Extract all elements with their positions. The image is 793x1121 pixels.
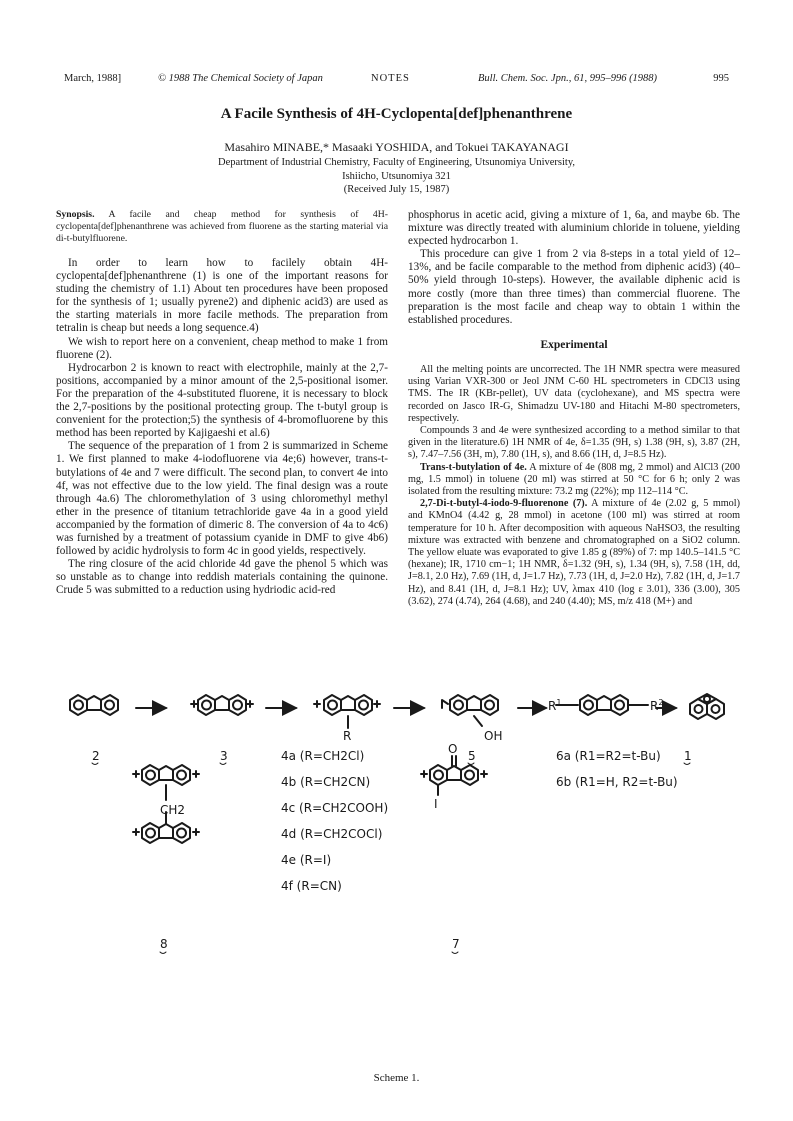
running-head-section: NOTES: [371, 73, 410, 84]
compound-label-4b: 4b (R=CH2CN): [281, 775, 371, 789]
r2-superscript: 2: [658, 698, 664, 707]
iodo-substituent-label: I: [434, 797, 438, 811]
experimental-paragraph: [408, 498, 740, 608]
methylene-bridge-label: CH2: [160, 803, 186, 817]
body-paragraph: In order to learn how to facilely obtain 4H-cyclopenta[def]phenanthrene (1) is one of the important reasons for studing the chemistry of 1.1) About ten procedures have been proposed for the synthesis of 1; usually pyrene2) and diphenic acid3) are used as the starting materials in more facile methods. The preparation from tetralin is cheap but needs a long sequence.4): [56, 257, 388, 335]
experimental-paragraph: Compounds 3 and 4e were synthesized according to a method similar to that given in the literature.6) 1H NMR of 4e, δ=1.35 (9H, s) 1.38 (9H, s), 3.87 (2H, s), 7.47–7.56 (3H, m), 7.80 (1H, s), and 8.66 (1H, d, J=8.5 Hz).: [408, 424, 740, 461]
experimental-paragraph: All the melting points are uncorrected. The 1H NMR spectra were measured using Varian VXR-300 or Jeol JNM C-60 HL spectrometers in CDCl3 using TMS. The IR (KBr-pellet), UV data (cyclohexane), and MS spectra were recorded on Jasco IR-G, Shimadzu UV-180 and Hitachi M-80 spectrometers, respectively.: [408, 363, 740, 424]
running-head-copyright: © 1988 The Chemical Society of Japan: [158, 73, 323, 84]
affiliation-block: [0, 156, 793, 197]
synopsis-text: A facile and cheap method for synthesis of 4H-cyclopenta[def]phenanthrene was achieved from fluorene as the starting material via di-t-butylfluorene.: [56, 209, 388, 244]
compound-label-4f: 4f (R=CN): [281, 879, 342, 893]
article-title: A Facile Synthesis of 4H-Cyclopenta[def]phenanthrene: [220, 106, 573, 122]
compound-label-4a: 4a (R=CH2Cl): [281, 749, 365, 763]
received-date: (Received July 15, 1987): [343, 184, 450, 195]
tbutyl-mark: [442, 700, 448, 708]
carbonyl-oxygen-label: O: [448, 742, 458, 756]
synopsis: [56, 209, 388, 245]
r2-symbol: R: [650, 699, 659, 713]
substituent-r1-label: [548, 698, 561, 713]
body-paragraph: The sequence of the preparation of 1 from 2 is summarized in Scheme 1. We first planned to make 4-iodofluorene via 4e;6) however, trans-t-butylations of 4e and 7 were difficult. The second plan, to convert 4e into 4f, was not effective due to the low yield. The final design was a route through 4a.6) The chloromethylation of 3 using chloromethyl methyl ether in the presence of titanium tetrachloride gave 4a in a good yield accompanied by the formation of dimeric 8. The conversion of 4a to 4c6) was furnished by a treatment of potassium cyanide in DMF to give 4b6) followed by acidic hydrolysis to form 4c in good yields, respectively.: [56, 440, 388, 558]
compound-2-structure: [70, 695, 118, 715]
body-paragraph: phosphorus in acetic acid, giving a mixture of 1, 6a, and maybe 6b. The mixture was directly treated with aluminium chloride in toluene, yielding expected hydrocarbon 1.: [408, 209, 740, 248]
compound-label-3: 3: [220, 749, 228, 763]
r1-symbol: R: [548, 699, 557, 713]
scheme-drawing: [56, 690, 746, 1070]
compound-5-structure: [450, 695, 498, 715]
compound-3-structure: [198, 695, 246, 715]
compound-label-8: 8: [160, 937, 168, 951]
affiliation-line: Department of Industrial Chemistry, Faculty of Engineering, Utsunomiya University,: [217, 157, 576, 168]
substituent-r2-label: [650, 698, 663, 713]
compound-1-structure: [690, 694, 724, 719]
procedure-heading: Trans-t-butylation of 4e.: [420, 461, 527, 473]
synopsis-label: Synopsis.: [56, 209, 95, 220]
compound-7-structure: [421, 756, 487, 795]
body-paragraph: The ring closure of the acid chloride 4d gave the phenol 5 which was so unstable as to change into reddish materials containing the quinone. Crude 5 was submitted to a reduction using hydriodic acid-red: [56, 558, 388, 597]
experimental-paragraph: [408, 462, 740, 499]
compound-label-7: 7: [452, 937, 460, 951]
scheme-caption: Scheme 1.: [373, 1072, 420, 1084]
compound-label-1: 1: [684, 749, 692, 763]
compound-label-6a: 6a (R1=R2=t-Bu): [556, 749, 661, 763]
running-head-journal: Bull. Chem. Soc. Jpn., 61, 995–996 (1988): [478, 73, 658, 84]
compound-label-2: 2: [92, 749, 100, 763]
substituent-label: R: [343, 729, 352, 743]
hydroxyl-label: OH: [484, 729, 503, 743]
compound-number-underlines: [92, 763, 690, 954]
hydroxyl-bond: [474, 716, 482, 726]
body-paragraph: We wish to report here on a convenient, cheap method to make 1 from fluorene (2).: [56, 335, 388, 361]
right-column: [408, 209, 740, 608]
author-list: Masahiro MINABE,* Masaaki YOSHIDA, and Tokuei TAKAYANAGI: [224, 140, 569, 154]
compound-label-4d: 4d (R=CH2COCl): [281, 827, 383, 841]
left-column: [56, 209, 388, 597]
procedure-text: A mixture of 4e (808 mg, 2 mmol) and AlCl3 (200 mg, 1.5 mmol) in toluene (20 ml) was stirred at 50 °C for 6 h; only 2 was isolated from the resulting mixture: 73.2 mg (22%); mp 112–114 °C.: [408, 461, 741, 497]
page-number: 995: [713, 73, 729, 84]
section-heading-experimental: Experimental: [540, 338, 608, 351]
reaction-scheme: [56, 690, 746, 1070]
compound-label-5: 5: [468, 749, 476, 763]
compound-label-4c: 4c (R=CH2COOH): [281, 801, 389, 815]
running-head: [64, 73, 729, 87]
compound-label-6b: 6b (R1=H, R2=t-Bu): [556, 775, 678, 789]
compound-label-4e: 4e (R=I): [281, 853, 332, 867]
procedure-text: A mixture of 4e (2.02 g, 5 mmol) and KMnO4 (4.42 g, 28 mmol) in acetone (100 ml) was stirred at room temperature for 10 h. After decomposition with aqueous NaHSO3, the resulting mixture was extracted with benzene and chromatographed on a SiO2 column. The yellow eluate was evaporated to give 1.85 g (89%) of 7: mp 140.5–141.5 °C (hexane); IR, 1710 cm−1; 1H NMR, δ=1.32 (9H, s), 1.34 (9H, s), 7.58 (1H, dd, J=8.1, 2.0 Hz), 7.69 (1H, d, J=1.7 Hz), 7.73 (1H, d, J=2.0 Hz), 7.82 (1H, d, J=1.7 Hz), and 8.41 (1H, d, J=8.1 Hz); UV, λmax 410 (log ε 3.01), 336 (3.00), 305 (3.62), 274 (4.74), 264 (4.68), and 240 (4.40); MS, m/z 418 (M+) and: [408, 498, 741, 607]
body-paragraph: This procedure can give 1 from 2 via 8-steps in a total yield of 12–13%, and be facile comparable to the method from diphenic acid3) (40–50% yield through 10-steps). However, the available diphenic acid is more costly (more than three times) than commercial fluorene. The preparation is the most facile and cheap way to obtain 1 within the established procedures.: [408, 248, 740, 326]
compound-4-structure: [324, 695, 372, 715]
body-paragraph: Hydrocarbon 2 is known to react with electrophile, mainly at the 2,7-positions, accompanied by a minor amount of the 2,5-positional isomer. For the preparation of the 4-substituted fluorene, it is necessary to block the 2,7-positions by the positional protecting group. The t-butyl group is convenient for the protection;5) the synthesis of 4-bromofluorene by this method has been reported by Kajigaeshi et al.6): [56, 361, 388, 440]
compound-6-structure: [580, 695, 628, 715]
procedure-heading: 2,7-Di-t-butyl-4-iodo-9-fluorenone (7).: [420, 498, 588, 510]
r1-superscript: 1: [556, 698, 562, 707]
affiliation-address: Ishiicho, Utsunomiya 321: [342, 170, 451, 182]
running-head-date: March, 1988]: [64, 73, 122, 84]
